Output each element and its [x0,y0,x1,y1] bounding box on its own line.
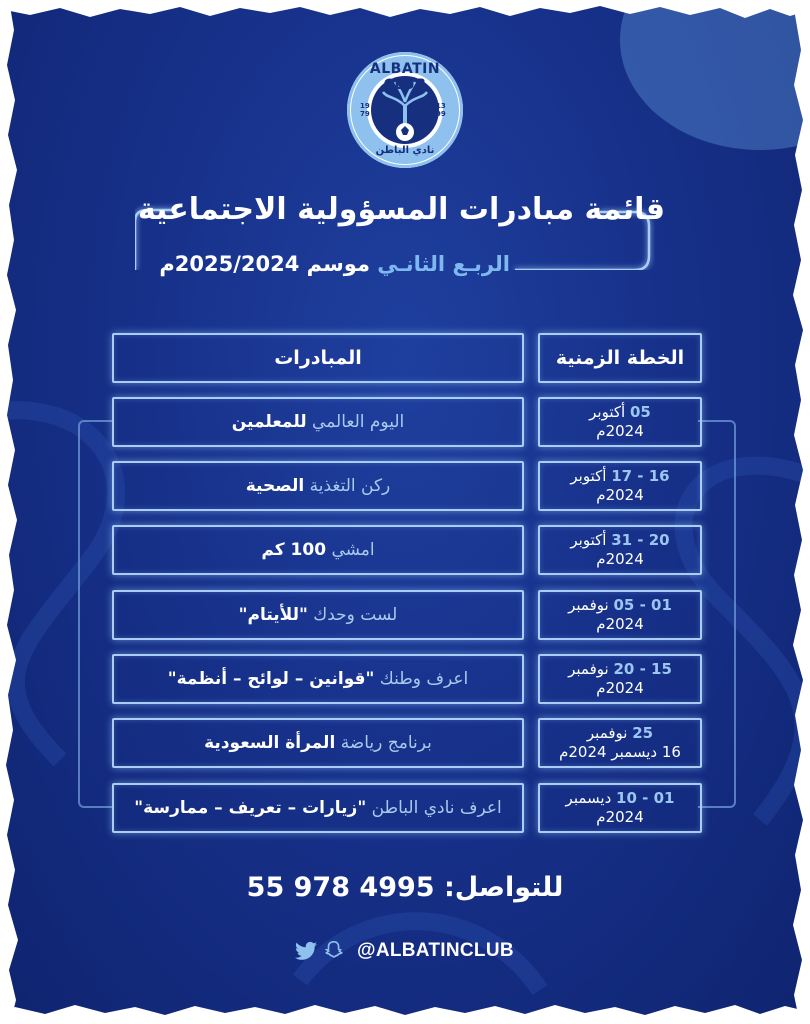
page-title: قائمة مبادرات المسؤولية الاجتماعية [137,192,665,227]
right-bracket [698,420,736,808]
subtitle-season: موسم 2025/2024م [159,252,370,276]
initiative-light: اعرف نادي الباطن [371,798,502,818]
left-bracket [78,420,112,808]
logo-year-left: 19 79 [360,102,370,118]
date-row-2 [538,461,702,511]
header-initiatives: المبادرات [112,333,524,383]
date-year: 2024م [596,422,644,440]
date-month: أكتوبر [570,467,607,485]
social-handle-text: @ALBATINCLUB [357,940,514,961]
date-row-1 [538,397,702,447]
date-month: ديسمبر [565,789,612,807]
page-subtitle [159,252,510,276]
date-month: أكتوبر [589,403,626,421]
initiative-row-6 [112,718,524,768]
date-year: 16 ديسمبر 2024م [559,743,681,761]
subtitle-quarter: الربـع الثانـي [377,252,510,276]
initiative-light: اليوم العالمي [312,412,405,432]
date-days: 01 - 10 [616,789,675,807]
initiative-row-2 [112,461,524,511]
initiative-bold: 100 كم [261,540,327,560]
initiative-bold: "زيارات – تعريف – ممارسة" [134,798,367,818]
date-month: نوفمبر [568,596,609,614]
initiative-row-4 [112,590,524,640]
initiative-light: لست وحدك [313,605,398,625]
date-year: 2024م [596,679,644,697]
date-days: 16 - 17 [611,467,670,485]
date-days: 25 [632,724,654,742]
contact-phone: للتواصل: 4995 978 55 [246,872,564,903]
date-year: 2024م [596,808,644,826]
date-row-4 [538,590,702,640]
header-timeline: الخطة الزمنية [538,333,702,383]
twitter-icon [295,940,317,962]
date-year: 2024م [596,486,644,504]
date-month: نوفمبر [586,724,628,742]
date-year: 2024م [596,550,644,568]
date-days: 05 [629,403,651,421]
date-row-5 [538,654,702,704]
club-logo [347,52,463,168]
initiative-row-1 [112,397,524,447]
date-year: 2024م [596,615,644,633]
initiative-light: اعرف وطنك [379,669,469,689]
initiative-light: ركن التغذية [309,476,391,496]
initiative-row-3 [112,525,524,575]
date-days: 20 - 31 [611,531,670,549]
initiative-bold: المرأة السعودية [204,733,336,753]
logo-bottom-text: نادي الباطن [375,145,435,156]
date-days: 15 - 20 [613,660,672,678]
initiative-bold: الصحية [245,476,305,496]
date-days: 01 - 05 [613,596,672,614]
initiative-bold: "قوانين – لوائح – أنظمة" [167,669,375,689]
initiative-row-7 [112,783,524,833]
snapchat-icon [323,940,345,962]
initiative-light: امشي [331,540,375,560]
date-row-6 [538,718,702,768]
initiative-bold: "للأيتام" [238,605,308,625]
logo-top-text: ALBATIN CLUB [369,61,441,93]
date-row-7 [538,783,702,833]
initiative-light: برنامج رياضة [340,733,432,753]
date-month: نوفمبر [568,660,609,678]
logo-year-right: 13 99 [436,102,446,118]
initiative-bold: للمعلمين [231,412,307,432]
initiative-row-5 [112,654,524,704]
date-row-3 [538,525,702,575]
date-month: أكتوبر [570,531,607,549]
social-handle-row [295,940,514,962]
